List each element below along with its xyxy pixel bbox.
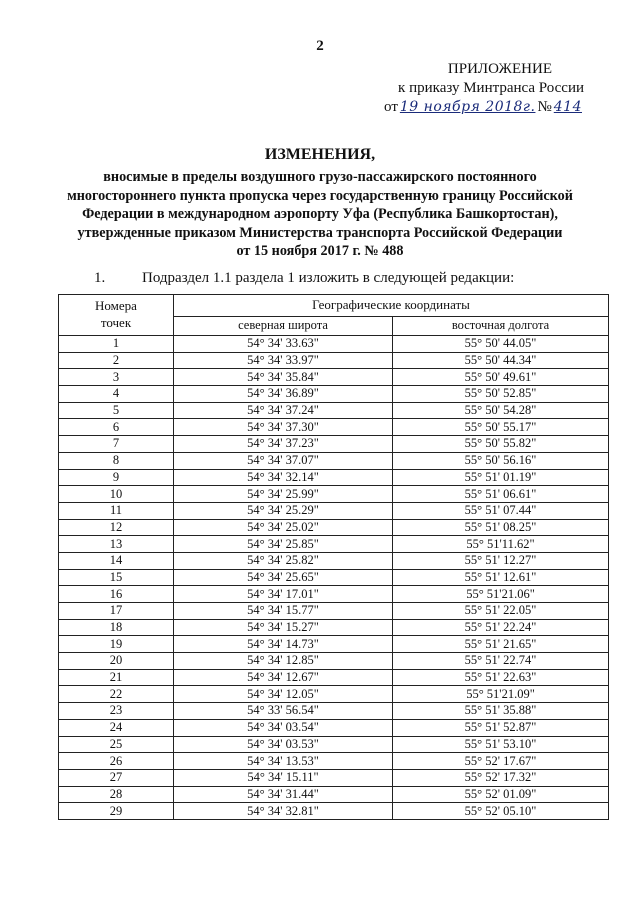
table-row: [59, 719, 609, 736]
cell-latitude: 54° 34' 37.23": [174, 436, 393, 453]
cell-point-number: 21: [59, 669, 174, 686]
table-row: [59, 736, 609, 753]
cell-latitude: 54° 34' 25.29": [174, 502, 393, 519]
table-row: [59, 786, 609, 803]
heading-line: многостороннего пункта пропуска через государственную границу Российской: [67, 187, 573, 204]
cell-latitude: 54° 34' 31.44": [174, 786, 393, 803]
coordinates-table: [58, 294, 609, 820]
cell-longitude: 55° 51' 12.61": [393, 569, 609, 586]
cell-longitude: 55° 51' 07.44": [393, 502, 609, 519]
table-row: [59, 519, 609, 536]
cell-latitude: 54° 34' 37.24": [174, 402, 393, 419]
cell-latitude: 54° 34' 33.97": [174, 352, 393, 369]
cell-latitude: 54° 34' 25.02": [174, 519, 393, 536]
cell-point-number: 13: [59, 536, 174, 553]
appendix-block: [354, 60, 584, 117]
cell-point-number: 1: [59, 336, 174, 353]
cell-point-number: 22: [59, 686, 174, 703]
header-points: [59, 295, 174, 336]
cell-longitude: 55° 51' 12.27": [393, 552, 609, 569]
table-row: [59, 769, 609, 786]
table-row: [59, 402, 609, 419]
cell-longitude: 55° 51'21.06": [393, 586, 609, 603]
heading-line: Федерации в международном аэропорту Уфа (Республика Башкортостан),: [82, 206, 558, 222]
heading-line: вносимые в пределы воздушного грузо-пассажирского постоянного: [103, 169, 537, 185]
table-row: [59, 669, 609, 686]
table-row: [59, 369, 609, 386]
cell-latitude: 54° 34' 12.67": [174, 669, 393, 686]
cell-longitude: 55° 50' 55.17": [393, 419, 609, 436]
header-geo: Географические координаты: [174, 295, 609, 317]
heading-line: от 15 ноября 2017 г. № 488: [236, 243, 404, 259]
cell-latitude: 54° 34' 25.82": [174, 552, 393, 569]
cell-point-number: 23: [59, 703, 174, 720]
cell-longitude: 55° 51' 22.63": [393, 669, 609, 686]
cell-point-number: 12: [59, 519, 174, 536]
table-row: [59, 336, 609, 353]
header-points-line1: Номера: [95, 298, 137, 313]
cell-latitude: 54° 34' 32.14": [174, 469, 393, 486]
cell-latitude: 54° 34' 12.05": [174, 686, 393, 703]
table-row: [59, 486, 609, 503]
cell-latitude: 54° 34' 13.53": [174, 753, 393, 770]
cell-longitude: 55° 51' 22.05": [393, 603, 609, 620]
cell-point-number: 8: [59, 452, 174, 469]
heading-body: [40, 168, 600, 261]
cell-longitude: 55° 51' 35.88": [393, 703, 609, 720]
cell-point-number: 7: [59, 436, 174, 453]
cell-longitude: 55° 52' 01.09": [393, 786, 609, 803]
table-row: [59, 703, 609, 720]
cell-latitude: 54° 34' 36.89": [174, 386, 393, 403]
cell-longitude: 55° 52' 17.67": [393, 753, 609, 770]
cell-point-number: 4: [59, 386, 174, 403]
cell-point-number: 16: [59, 586, 174, 603]
cell-longitude: 55° 51' 01.19": [393, 469, 609, 486]
cell-point-number: 14: [59, 552, 174, 569]
cell-point-number: 24: [59, 719, 174, 736]
cell-latitude: 54° 34' 25.99": [174, 486, 393, 503]
table-row: [59, 586, 609, 603]
cell-point-number: 28: [59, 786, 174, 803]
cell-latitude: 54° 34' 32.81": [174, 803, 393, 820]
cell-longitude: 55° 51'11.62": [393, 536, 609, 553]
cell-point-number: 3: [59, 369, 174, 386]
cell-longitude: 55° 51' 53.10": [393, 736, 609, 753]
cell-longitude: 55° 51' 21.65": [393, 636, 609, 653]
cell-longitude: 55° 51'21.09": [393, 686, 609, 703]
cell-longitude: 55° 50' 54.28": [393, 402, 609, 419]
cell-longitude: 55° 50' 49.61": [393, 369, 609, 386]
heading-title: ИЗМЕНЕНИЯ,: [264, 146, 376, 163]
cell-latitude: 54° 34' 37.07": [174, 452, 393, 469]
cell-point-number: 10: [59, 486, 174, 503]
cell-point-number: 6: [59, 419, 174, 436]
cell-point-number: 18: [59, 619, 174, 636]
table-row: [59, 386, 609, 403]
header-longitude: восточная долгота: [393, 316, 609, 335]
from-label: от: [384, 99, 398, 115]
list-item: [94, 270, 514, 287]
handwritten-date: 19 ноября 2018г.: [399, 99, 536, 115]
cell-longitude: 55° 51' 22.24": [393, 619, 609, 636]
document-heading: [40, 146, 600, 261]
cell-latitude: 54° 34' 03.54": [174, 719, 393, 736]
appendix-order-line: к приказу Минтранса России: [398, 80, 584, 96]
table-row: [59, 436, 609, 453]
cell-point-number: 26: [59, 753, 174, 770]
cell-latitude: 54° 34' 12.85": [174, 653, 393, 670]
table-row: [59, 502, 609, 519]
table-row: [59, 552, 609, 569]
table-row: [59, 419, 609, 436]
cell-latitude: 54° 34' 33.63": [174, 336, 393, 353]
cell-latitude: 54° 34' 25.65": [174, 569, 393, 586]
cell-point-number: 29: [59, 803, 174, 820]
cell-latitude: 54° 34' 35.84": [174, 369, 393, 386]
cell-point-number: 11: [59, 502, 174, 519]
table-row: [59, 753, 609, 770]
item-text: Подраздел 1.1 раздела 1 изложить в следующей редакции:: [142, 270, 515, 286]
cell-longitude: 55° 51' 06.61": [393, 486, 609, 503]
table-row: [59, 569, 609, 586]
cell-longitude: 55° 51' 22.74": [393, 653, 609, 670]
page-number: 2: [316, 38, 324, 54]
cell-point-number: 2: [59, 352, 174, 369]
cell-point-number: 15: [59, 569, 174, 586]
cell-longitude: 55° 50' 44.05": [393, 336, 609, 353]
cell-point-number: 27: [59, 769, 174, 786]
table-row: [59, 686, 609, 703]
cell-point-number: 20: [59, 653, 174, 670]
table-row: [59, 653, 609, 670]
cell-point-number: 25: [59, 736, 174, 753]
header-points-line2: точек: [100, 315, 132, 330]
cell-longitude: 55° 50' 52.85": [393, 386, 609, 403]
cell-longitude: 55° 52' 17.32": [393, 769, 609, 786]
number-label: №: [537, 99, 552, 115]
table-row: [59, 803, 609, 820]
item-number: 1.: [94, 270, 106, 286]
cell-point-number: 9: [59, 469, 174, 486]
cell-point-number: 5: [59, 402, 174, 419]
appendix-title: ПРИЛОЖЕНИЕ: [447, 61, 552, 77]
cell-longitude: 55° 50' 44.34": [393, 352, 609, 369]
cell-latitude: 54° 33' 56.54": [174, 703, 393, 720]
table-row: [59, 536, 609, 553]
heading-line: утвержденные приказом Министерства транспорта Российской Федерации: [77, 224, 563, 241]
cell-latitude: 54° 34' 37.30": [174, 419, 393, 436]
header-latitude: северная широта: [174, 316, 393, 335]
cell-latitude: 54° 34' 14.73": [174, 636, 393, 653]
cell-latitude: 54° 34' 15.77": [174, 603, 393, 620]
cell-point-number: 19: [59, 636, 174, 653]
cell-longitude: 55° 51' 08.25": [393, 519, 609, 536]
cell-longitude: 55° 51' 52.87": [393, 719, 609, 736]
cell-latitude: 54° 34' 17.01": [174, 586, 393, 603]
table-row: [59, 636, 609, 653]
table-row: [59, 452, 609, 469]
handwritten-number: 414: [553, 99, 582, 115]
table-row: [59, 619, 609, 636]
cell-longitude: 55° 52' 05.10": [393, 803, 609, 820]
cell-latitude: 54° 34' 15.11": [174, 769, 393, 786]
cell-point-number: 17: [59, 603, 174, 620]
cell-longitude: 55° 50' 56.16": [393, 452, 609, 469]
cell-latitude: 54° 34' 15.27": [174, 619, 393, 636]
table-row: [59, 352, 609, 369]
table-row: [59, 469, 609, 486]
appendix-date-line: [354, 98, 584, 117]
cell-latitude: 54° 34' 03.53": [174, 736, 393, 753]
cell-latitude: 54° 34' 25.85": [174, 536, 393, 553]
table-row: [59, 603, 609, 620]
cell-longitude: 55° 50' 55.82": [393, 436, 609, 453]
